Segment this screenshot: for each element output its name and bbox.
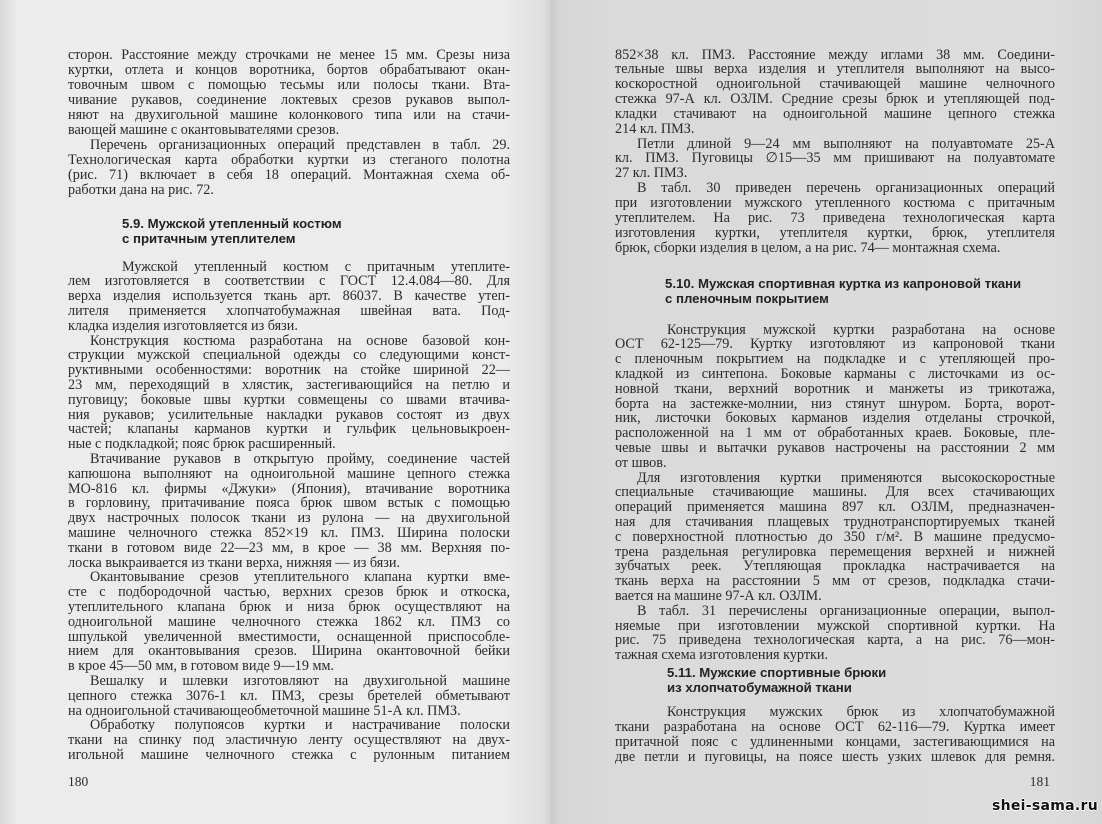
text-line: ная для стачивания плащевых труднотранспортируемых тканей — [615, 514, 1055, 530]
text-line: вается на машине 97-А кл. ОЗЛМ. — [615, 588, 822, 604]
text-line: от швов. — [615, 454, 667, 471]
text-line: кладка изделия изготовляется из бязи. — [68, 317, 298, 334]
text-line: лителя применяется хлопчатобумажная швейная вата. Под- — [68, 303, 510, 319]
text-line: кл. ПМЗ. Пуговицы ∅15—35 мм пришивают на полуавтомате — [615, 150, 1055, 167]
text-line: вающей машине с окантовывателями срезов. — [68, 121, 340, 138]
text-line: игольной машине челночного стежка с рулонным питанием — [68, 747, 510, 763]
text-line: куртки, отлета и концов воротника, бортов обрабатывают окан- — [68, 61, 510, 78]
text-line: ткани разработана на основе ОСТ 62-116—79. Куртка имеет — [615, 718, 1055, 735]
text-line: кладки стачивают на одноигольной машине цепного стежка — [615, 105, 1055, 122]
page-number-left: 180 — [68, 774, 89, 789]
text-line: Конструкция мужской куртки разработана на основе — [667, 321, 1055, 338]
text-line: при изготовлении мужского утепленного костюма с притачным — [615, 195, 1055, 211]
text-line: струкции мужской специальной одежды со следующими конст- — [68, 347, 510, 364]
text-line: ные с подкладкой; пояс брюк расширенный. — [68, 436, 336, 453]
text-line: брюк, сборки изделия в целом, а на рис. 74— монтажная схема. — [615, 239, 1001, 256]
text-line: стежка 97-А кл. ОЗЛМ. Средние срезы брюк и утепляющей под- — [615, 91, 1055, 108]
page-number-right: 181 — [1029, 774, 1050, 789]
text-line: няемые при изготовлении мужской спортивной куртки. На — [615, 617, 1055, 634]
text-line: утеплителем. На рис. 73 приведена технологическая карта — [615, 209, 1055, 226]
text-line: пуговицу; боковые швы куртки совмещены со швами втачива- — [68, 391, 510, 408]
right-page — [551, 0, 1102, 824]
text-line: изготовления куртки, утеплителя куртки, брюк, утеплителя — [615, 224, 1055, 241]
text-line: Технологическая карта обработки куртки из стеганого полотна — [68, 151, 510, 168]
text-line: чивание рукавов, соединение локтевых срезов рукавов выпол- — [68, 91, 510, 108]
text-line: операций применяется машина 897 кл. ОЗЛМ, предназначен- — [615, 499, 1055, 516]
watermark-logo: shei-sama.ru — [991, 798, 1098, 814]
text-line: в крое 45—50 мм, в готовом виде 9—19 мм. — [68, 658, 335, 675]
text-line: частей; клапаны карманов куртки и гульфик цельновыкроен- — [68, 421, 510, 438]
text-line: ник, листочки боковых карманов изделия отделаны строчкой, — [615, 410, 1055, 427]
text-line: капюшона выполняют на одноигольной машине цепного стежка — [68, 465, 510, 482]
text-line: на одноигольной стачивающеобметочной машине 51-А кл. ПМЗ. — [68, 702, 461, 719]
text-line: в горловину, притачивание пояса брюк швом встык с помощью — [68, 495, 510, 512]
text-line: Конструкция костюма разработана на основе базовой кон- — [90, 332, 510, 349]
text-line: няют на двухигольной машине колонкового типа или на стачи- — [68, 106, 510, 123]
text-line: Втачивание рукавов в открытую пройму, соединение частей — [90, 451, 510, 467]
text-line: нием для окантовывания срезов. Ширина окантовочной бейки — [68, 643, 510, 660]
text-line: МО-816 кл. фирмы «Джуки» (Япония), втачивание воротника — [68, 480, 510, 497]
text-line: Окантовывание срезов утеплительного клапана куртки вме- — [90, 569, 510, 586]
text-line: сте с подбородочной частью, верхних срезов брюк и откоска, — [68, 584, 510, 601]
text-line: притачной пояс с удлиненными концами, застегивающимися на — [615, 733, 1055, 750]
text-line: ОСТ 62-125—79. Куртку изготовляют из капроновой ткани — [615, 336, 1055, 353]
text-line: тажная схема изготовления куртки. — [615, 647, 829, 664]
text-line: с пленочным покрытием на подкладке и с утепляющей про- — [615, 351, 1055, 368]
text-line: машине челночного стежка 852×19 кл. ПМЗ. Ширина полоски — [68, 525, 510, 541]
text-line: товочным швом с помощью тесьмы или полосы ткани. Вта- — [68, 76, 510, 93]
text-line: ния рукавов; усилительные накладки рукавов состоят из двух — [68, 406, 510, 423]
text-line: Обработку полупоясов куртки и настрачивание полоски — [90, 717, 510, 734]
text-line: новной ткани, верхний воротник и манжеты из трикотажа, — [615, 380, 1055, 397]
text-line: Вешалку и шлевки изготовляют на двухигольной машине — [90, 673, 510, 689]
text-line: ткани в готовом виде 22—23 мм, в крое — 38 мм. Верхняя по- — [68, 539, 510, 556]
text-line: сторон. Расстояние между строчками не менее 15 мм. Срезы низа — [68, 46, 510, 63]
text-line: коскоростной одноигольной стачивающей машине челночного — [615, 76, 1055, 93]
text-line: утеплительного клапана брюк и низа брюк осуществляют на — [68, 599, 510, 615]
text-line: 23 мм, переходящий в хлястик, застегивающийся на петлю и — [68, 377, 510, 393]
text-line: работки дана на рис. 72. — [68, 181, 214, 198]
text-line: рис. 75 приведена технологическая карта, а на рис. 76—мон- — [615, 632, 1055, 649]
text-line: В табл. 31 перечислены организационные операции, выпол- — [637, 602, 1055, 619]
text-line: Петли длиной 9—24 мм выполняют на полуавтомате 25-А — [637, 135, 1055, 152]
text-line: с поверхностной плотностью до 350 г/м². В машине предусмо- — [615, 528, 1055, 545]
text-line: шпулькой увеличенной вместимости, оснащенной приспособле- — [68, 628, 510, 645]
text-line: одноигольной машине челночного стежка 1862 кл. ПМЗ со — [68, 613, 510, 630]
heading-line: с пленочным покрытием — [665, 290, 829, 306]
text-line: верха изделия используется ткань арт. 86037. В качестве утеп- — [68, 288, 510, 305]
text-line: лоска выкраивается из ткани верха, нижняя — из бязи. — [68, 554, 401, 571]
text-line: 214 кл. ПМЗ. — [615, 120, 695, 137]
text-line: расположенной на 1 мм от обработанных краев. Боковые, пле- — [615, 425, 1055, 442]
text-line: В табл. 30 приведен перечень организационных операций — [637, 180, 1055, 197]
heading-line: с притачным утеплителем — [122, 230, 296, 246]
text-line: ткань верха на расстоянии 5 мм от срезов, подкладка стачи- — [615, 573, 1055, 590]
text-line: Для изготовления куртки применяются высокоскоростные — [637, 469, 1055, 486]
heading-line: 5.10. Мужская спортивная куртка из капроновой ткани — [665, 275, 1022, 291]
text-line: двух настрочных полосок ткани из рулона — на двухигольной — [68, 510, 510, 527]
text-line: чевые швы и вытачки рукавов настрочены на расстоянии 2 мм — [615, 440, 1055, 456]
heading-line: 5.9. Мужской утепленный костюм — [122, 215, 342, 231]
text-line: специальные стачивающие машины. Для всех стачивающих — [615, 484, 1055, 501]
text-line: руктивными особенностями: воротник на стойке шириной 22— — [68, 362, 510, 379]
text-line: Конструкция мужских брюк из хлопчатобумажной — [667, 703, 1055, 720]
text-line: Перечень организационных операций представлен в табл. 29. — [90, 136, 510, 153]
text-line: две петли и пуговицы, на поясе шесть узких шлевок для ремня. — [615, 748, 1055, 765]
text-line: (рис. 71) включает в себя 18 операций. Монтажная схема об- — [68, 166, 510, 183]
text-line: борта на застежке-молнии, низ стянут шнуром. Борта, ворот- — [615, 395, 1055, 412]
text-line: 27 кл. ПМЗ. — [615, 165, 688, 182]
text-line: цепного стежка 3076-1 кл. ПМЗ, срезы бретелей обметывают — [68, 687, 510, 704]
text-line: ткани на спинку под эластичную ленту осуществляют на двух- — [68, 732, 510, 749]
text-line: зубчатых реек. Утепляющая прокладка настрачивается на — [615, 558, 1055, 575]
text-line: 852×38 кл. ПМЗ. Расстояние между иглами 38 мм. Соедини- — [615, 46, 1055, 63]
text-line: лем изготовляется в соответствии с ГОСТ 12.4.084—80. Для — [68, 273, 510, 290]
heading-line: 5.11. Мужские спортивные брюки — [667, 664, 887, 680]
text-line: тельные швы верха изделия и утеплителя выполняют на высо- — [615, 61, 1055, 78]
heading-line: из хлопчатобумажной ткани — [667, 680, 852, 695]
text-line: кладкой из синтепона. Боковые карманы с листочками из ос- — [615, 366, 1055, 382]
text-line: Мужской утепленный костюм с притачным утеплите- — [122, 258, 510, 275]
text-line: трена раздельная регулировка перемещения верхней и нижней — [615, 543, 1055, 560]
